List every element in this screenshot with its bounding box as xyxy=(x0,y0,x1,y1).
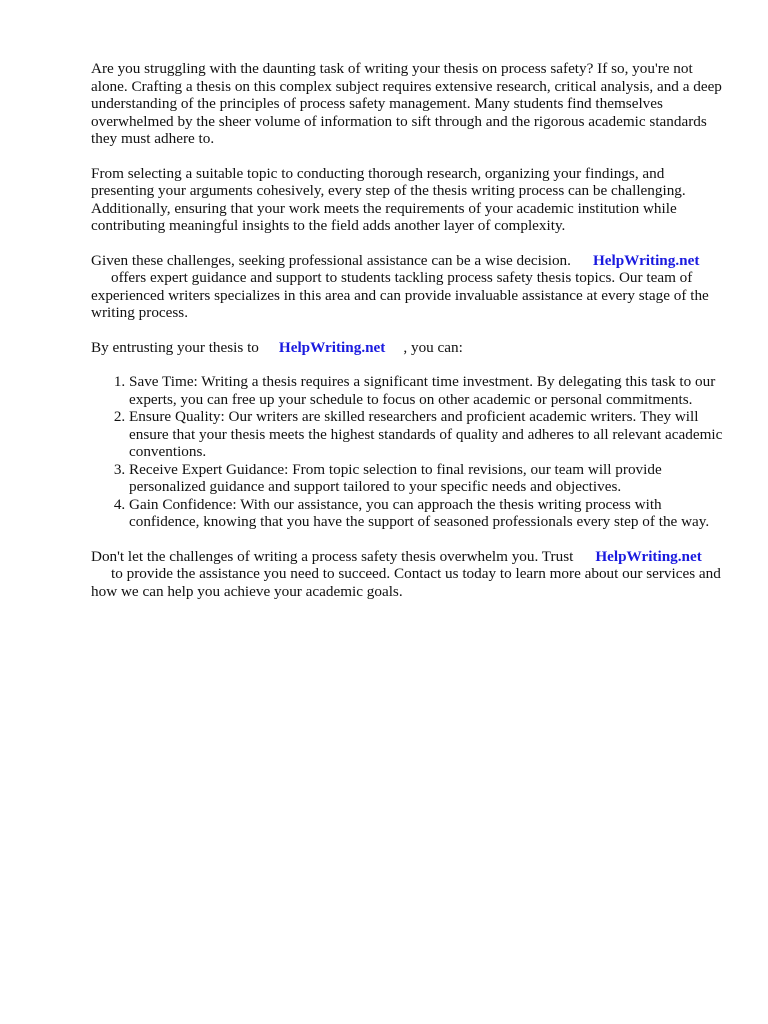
benefits-list xyxy=(91,373,731,531)
paragraph-assistance-rest: offers expert guidance and support to students tackling process safety thesis topics. Our team of experienced writers specializes in this area and can provide invaluable assistance at every stage of the writing process. xyxy=(91,269,709,321)
paragraph-intro: Are you struggling with the daunting task of writing your thesis on process safety? If so, you're not alone. Crafting a thesis on this complex subject requires extensive research, critical analysis, and a deep understanding of the principles of process safety management. Many students find themselves overwhelmed by the sheer volume of information to sift through and the rigorous academic standards they must adhere to. xyxy=(91,60,722,147)
paragraph-entrusting xyxy=(91,339,731,357)
list-item: 3. Receive Expert Guidance: From topic selection to final revisions, our team will provide personalized guidance and support tailored to your specific needs and objectives. xyxy=(129,461,731,496)
list-item: 1. Save Time: Writing a thesis requires a significant time investment. By delegating this task to our experts, you can free up your schedule to focus on other academic or personal commitments. xyxy=(129,373,731,408)
list-item: 4. Gain Confidence: With our assistance, you can approach the thesis writing process with confidence, knowing that you have the support of seasoned professionals every step of the way. xyxy=(129,496,731,531)
paragraph-assistance-lead: Given these challenges, seeking professional assistance can be a wise decision. xyxy=(91,251,571,269)
paragraph-assistance xyxy=(91,252,731,322)
helpwriting-link-1[interactable]: HelpWriting.net xyxy=(592,251,700,269)
paragraph-closing-rest: to provide the assistance you need to succeed. Contact us today to learn more about our services and how we can help you achieve your academic goals. xyxy=(91,565,721,600)
document-body xyxy=(91,60,731,617)
paragraph-entrusting-rest: , you can: xyxy=(403,338,463,356)
paragraph-entrusting-lead: By entrusting your thesis to xyxy=(91,338,259,356)
paragraph-closing xyxy=(91,548,731,601)
helpwriting-link-3[interactable]: HelpWriting.net xyxy=(595,547,702,565)
paragraph-challenges: From selecting a suitable topic to conducting thorough research, organizing your findings, and presenting your arguments cohesively, every step of the thesis writing process can be challenging. Additionally, ensuring that your work meets the requirements of your academic institution while contributing meaningful insights to the field adds another layer of complexity. xyxy=(91,164,686,234)
helpwriting-link-2[interactable]: HelpWriting.net xyxy=(278,338,386,356)
list-item: 2. Ensure Quality: Our writers are skilled researchers and proficient academic writers. They will ensure that your thesis meets the highest standards of quality and adheres to all relevant academic conventions. xyxy=(129,408,731,461)
paragraph-closing-lead: Don't let the challenges of writing a process safety thesis overwhelm you. Trust xyxy=(91,547,574,565)
